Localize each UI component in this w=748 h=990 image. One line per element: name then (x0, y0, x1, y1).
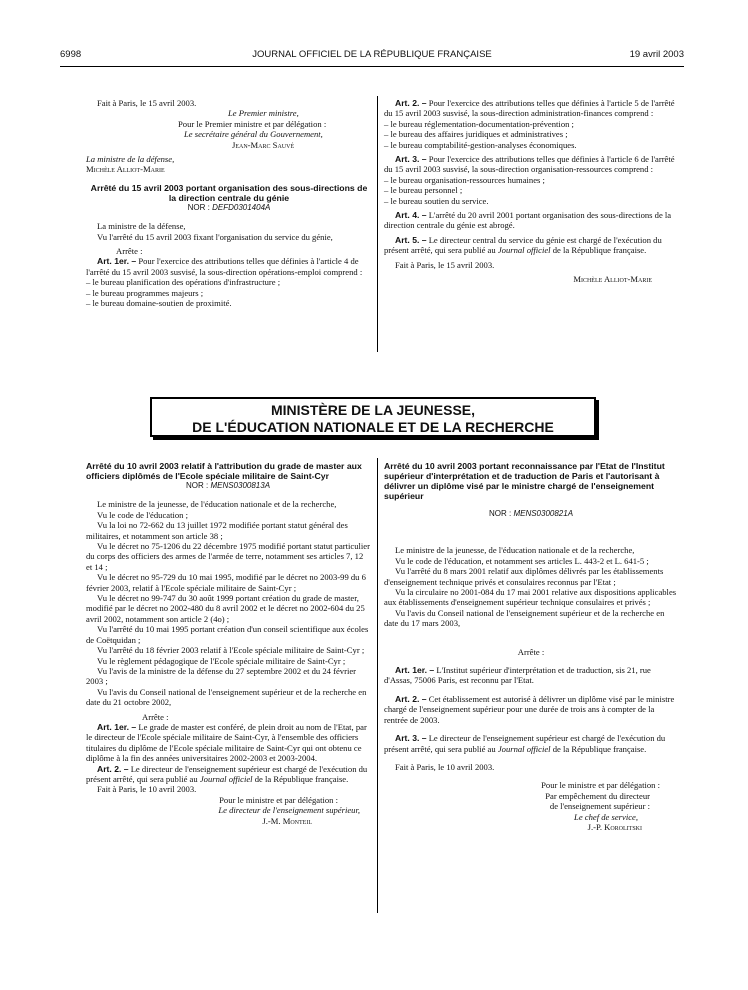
nor-reference: NOR : DEFD0301404A (187, 202, 271, 212)
signature-delegation: Pour le ministre et par délégation : (541, 780, 660, 791)
column-rule (377, 458, 378, 913)
list-item: – le bureau réglementation-documentation-prévention ; (384, 118, 574, 129)
paragraph: Vu le règlement pédagogique de l'Ecole spéciale militaire de Saint-Cyr ; (97, 655, 346, 666)
paragraph: Vu le décret no 75-1206 du 22 décembre 1975 modifié portant statut particulier du corps des officiers des armes de l'armée de terre, notamment ses articles 7, 12 et 14 ; (86, 541, 370, 572)
paragraph: Vu l'avis du Conseil national de l'enseignement supérieur et de la recherche en date du 17 mars 2003, (384, 607, 665, 629)
article: Art. 5. – Le directeur central du service du génie est chargé de l'exécution du présent arrêté, qui sera publié au Journal officiel de la République française. (384, 234, 662, 256)
article: Art. 2. – Le directeur de l'enseignement supérieur est chargé de l'exécution du présent arrêté, qui sera publié au Journal officiel de la République française. (86, 763, 368, 784)
paragraph: Vu le code de l'éducation ; (97, 509, 188, 520)
arrete-label: Arrête : (517, 646, 545, 657)
list-item: – le bureau planification des opérations d'infrastructure ; (86, 277, 281, 288)
signature-name: Michèle Alliot-Marie (573, 274, 652, 285)
article: Art. 1er. – L'Institut supérieur d'interprétation et de traduction, sis 21, rue d'Assas, 75006 Paris, est reconnu par l'Etat. (384, 665, 651, 686)
article: Art. 3. – Le directeur de l'enseignement supérieur est chargé de l'exécution du présent arrêté, qui sera publié au Journal officiel de la République française. (384, 733, 666, 754)
article: Art. 2. – Cet établissement est autorisé à délivrer un diplôme visé par le ministre chargé de l'enseignement supérieur pour une durée de trois ans à compter de la rentrée de 2003. (384, 693, 675, 725)
ministry-banner (150, 397, 596, 437)
signature-delegation: Pour le Premier ministre et par délégation : (178, 118, 327, 129)
article: Art. 2. – Pour l'exercice des attributions telles que définies à l'article 5 de l'arrêté du 15 avril 2003 susvisé, la sous-direction administration-finances comprend : (384, 98, 675, 119)
article: Art. 4. – L'arrêté du 20 avril 2001 portant organisation des sous-directions de la direction centrale du génie est abrogé. (384, 210, 672, 231)
list-item: – le bureau comptabilité-gestion-analyses économiques. (384, 139, 577, 150)
list-item: – le bureau personnel ; (384, 185, 463, 196)
paragraph: Vu l'avis du Conseil national de l'enseignement supérieur et de la recherche en date du 21 octobre 2002, (86, 686, 367, 708)
issue-date: 19 avril 2003 (629, 49, 684, 60)
paragraph: Vu le décret no 99-747 du 30 août 1999 portant création du grade de master, modifié par le décret no 2002-480 du 8 avril 2002 et le décret no 2002-604 du 25 avril 2002, notamment son article 2 (4o) ; (86, 593, 365, 624)
paragraph: Vu l'arrêté du 8 mars 2001 relatif aux diplômes délivrés par les établissements d'enseignement technique privés et consulaires reconnus par l'Etat ; (384, 566, 664, 587)
signature-role: Le Premier ministre, (228, 108, 299, 119)
minister-name: Michèle Alliot-Marie (86, 164, 165, 175)
place-date: Fait à Paris, le 10 avril 2003. (395, 761, 495, 772)
nor-reference: NOR : MENS0300813A (185, 481, 271, 490)
bottom-right-column (384, 461, 678, 832)
place-date: Fait à Paris, le 15 avril 2003. (395, 259, 495, 270)
decree-title: Arrêté du 15 avril 2003 portant organisation des sous-directions de la direction centrale du génie (90, 182, 368, 203)
place-date: Fait à Paris, le 10 avril 2003. (97, 784, 197, 795)
list-item: – le bureau domaine-soutien de proximité. (86, 298, 232, 309)
ministry-line-2: DE L'ÉDUCATION NATIONALE ET DE LA RECHERCHE (192, 419, 554, 435)
ministry-line-1: MINISTÈRE DE LA JEUNESSE, (270, 402, 476, 418)
arrete-label: Arrête : (142, 711, 169, 722)
signature-line: de l'enseignement supérieur : (549, 801, 650, 812)
journal-title: JOURNAL OFFICIEL DE LA RÉPUBLIQUE FRANÇAISE (252, 49, 492, 60)
top-right-column (384, 98, 678, 285)
nor-reference: NOR : MENS0300821A (488, 509, 574, 518)
arrete-label: Arrête : (116, 246, 143, 257)
article: Art. 3. – Pour l'exercice des attributions telles que définies à l'article 6 de l'arrêté du 15 avril 2003 susvisé, la sous-direction organisation-ressources comprend : (384, 154, 675, 175)
top-left-column (86, 98, 372, 309)
paragraph: Vu la circulaire no 2001-084 du 17 mai 2001 relative aux dispositions applicables aux établissements d'enseignement supérieur technique consulaires et privés ; (384, 587, 677, 608)
list-item: – le bureau soutien du service. (384, 195, 489, 206)
signature-role: Le secrétaire général du Gouvernement, (184, 129, 323, 140)
page-number: 6998 (60, 49, 82, 60)
signature-line: Par empêchement du directeur (545, 790, 650, 801)
signature-name: J.-P. Korolitski (587, 821, 642, 832)
list-item: – le bureau des affaires juridiques et administratives ; (384, 129, 568, 140)
paragraph: Vu l'arrêté du 15 avril 2003 fixant l'organisation du service du génie, (97, 231, 333, 242)
place-date: Fait à Paris, le 15 avril 2003. (97, 98, 197, 108)
signature-name: J.-M. Monteil (262, 815, 312, 826)
paragraph: Vu la loi no 72-662 du 13 juillet 1972 modifiée portant statut général des militaires, et notamment son article 38 ; (86, 520, 348, 541)
paragraph: Vu le décret no 95-729 du 10 mai 1995, modifié par le décret no 2003-99 du 6 février 2003, relatif à l'Ecole spéciale militaire de Saint-Cyr ; (86, 572, 366, 593)
paragraph: La ministre de la défense, (97, 221, 186, 232)
list-item: – le bureau organisation-ressources humaines ; (384, 174, 545, 185)
paragraph: Le ministre de la jeunesse, de l'éducation nationale et de la recherche, (97, 499, 337, 510)
paragraph: Vu l'avis de la ministre de la défense du 27 septembre 2002 et du 24 février 2003 ; (86, 665, 357, 687)
paragraph: Vu l'arrêté du 18 février 2003 relatif à l'Ecole spéciale militaire de Saint-Cyr ; (97, 645, 365, 656)
decree-title: Arrêté du 10 avril 2003 portant reconnaissance par l'Etat de l'Institut supérieur d'interprétation et de traduction de Paris et l'autorisant à délivrer un diplôme visé par le ministre chargé de l'enseignement supérieur (384, 461, 665, 501)
paragraph: Vu le code de l'éducation, et notamment ses articles L. 443-2 et L. 641-5 ; (395, 555, 649, 566)
signature-name: Jean-Marc Sauvé (232, 139, 295, 150)
article: Art. 1er. – Le grade de master est conféré, de plein droit au nom de l'Etat, par le directeur de l'Ecole spéciale militaire de Saint-Cyr, à l'ensemble des officiers titulaires du diplôme de l'Ecole spéciale militaire de Saint-Cyr qui ont obtenu ce diplôme à la fin des années universitaires 2002-2003 et 2003-2004. (86, 721, 367, 764)
decree-title: Arrêté du 10 avril 2003 relatif à l'attribution du grade de master aux officiers diplômés de l'Ecole spéciale militaire de Saint-Cyr (86, 461, 362, 481)
signature-role: Le chef de service, (574, 811, 638, 822)
paragraph: Le ministre de la jeunesse, de l'éducation nationale et de la recherche, (395, 545, 635, 556)
header-rule (60, 66, 684, 67)
column-rule (377, 96, 378, 352)
paragraph: Vu l'arrêté du 10 mai 1995 portant création d'un conseil scientifique aux écoles de Coëtquidan ; (86, 624, 369, 645)
list-item: – le bureau programmes majeurs ; (86, 287, 204, 298)
signature-delegation: Pour le ministre et par délégation : (219, 794, 338, 805)
bottom-left-column (86, 461, 370, 826)
minister-role: La ministre de la défense, (86, 154, 175, 165)
page-header (60, 49, 684, 63)
signature-role: Le directeur de l'enseignement supérieur, (218, 805, 360, 816)
article: Art. 1er. – Pour l'exercice des attributions telles que définies à l'article 4 de l'arrêté du 15 avril 2003 susvisé, la sous-direction opérations-emploi comprend : (86, 256, 363, 277)
